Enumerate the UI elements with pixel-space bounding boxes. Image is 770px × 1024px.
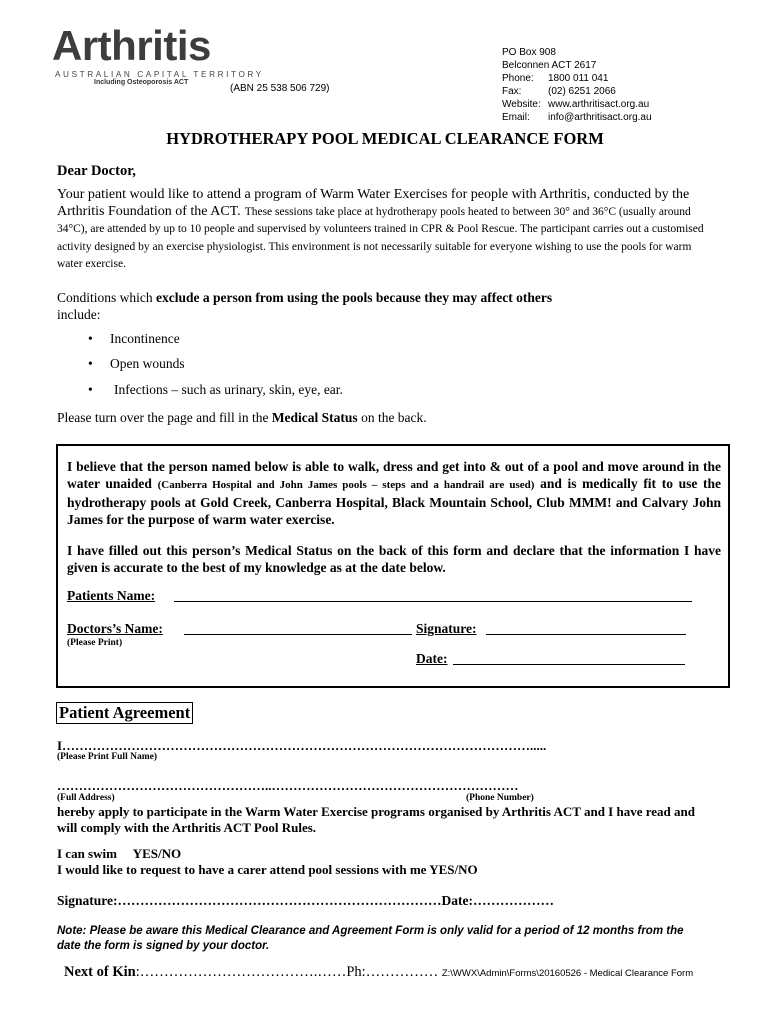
turn-lead: Please turn over the page and fill in the [57,410,269,425]
conditions-lead: Conditions which [57,290,153,305]
patients-name-field[interactable] [174,601,692,602]
intro-large: Your patient would like to attend a program of Warm Water Exercises for people with Arthritis, conducted by the Arthritis Foundation of the ACT. [57,187,690,219]
list-item: • Open wounds [88,356,185,371]
date-label: Date: [416,651,448,666]
list-item: • Incontinence [88,331,180,346]
conditions-paragraph [57,289,707,323]
ph-label: Ph [346,964,362,980]
intro-small: These sessions take place at hydrotherapy pools heated to between 30° and 36°C (usually around 34°C), are attended by up to 10 people and supervised by volunteers trained in CPR & Pool Rescue. The participant carries out a customised activity designed by an exercise physiologist. This environment is not necessarily suitable for everyone wishing to use the pools for warm water exercise. [57,205,704,270]
salutation: Dear Doctor, [57,163,136,179]
website-value: www.arthritisact.org.au [548,99,650,110]
full-name-note: (Please Print Full Name) [57,752,157,762]
doctor-signature-field[interactable] [486,634,686,635]
ph-field[interactable]: :…………… [361,964,439,980]
email-label: Email: [502,112,530,123]
validity-note: Note: Please be aware this Medical Clearance and Agreement Form is only valid for a period of 12 months from the date the form is signed by your doctor. [57,925,684,952]
turn-tail: on the back. [361,410,427,425]
patient-signature-date-field[interactable]: Signature:………………………………………………………………Date:……………… [57,893,554,908]
signature-label: Signature: [416,621,477,636]
po-box: PO Box 908 [502,47,556,58]
next-of-kin-field[interactable]: :……………………………….…… [135,964,347,980]
please-print-note: (Please Print) [67,638,123,648]
patient-agreement-title: Patient Agreement [56,702,193,724]
conditions-bold: exclude a person from using the pools because they may affect others [156,290,553,305]
declaration-paragraph-2: I have filled out this person’s Medical Status on the back of this form and declare that the information I have given is accurate to the best of my knowledge as at the date below. [67,543,721,575]
turn-bold: Medical Status [271,410,358,425]
declaration-note: (Canberra Hospital and John James pools – steps and a handrail are used) [157,479,535,491]
arthritis-logo: Arthritis [52,22,211,69]
next-of-kin-row [64,964,693,981]
intro-paragraph [57,186,707,273]
form-title: HYDROTHERAPY POOL MEDICAL CLEARANCE FORM [166,129,604,148]
file-path: Z:\WWX\Admin\Forms\20160526 - Medical Clearance Form [441,968,694,979]
contact-block [502,46,652,124]
carer-request-question[interactable]: I would like to request to have a carer attend pool sessions with me YES/NO [57,862,478,877]
logo-subtitle: AUSTRALIAN CAPITAL TERRITORY [55,70,264,79]
doctors-name-label: Doctors’s Name: [67,621,163,636]
date-field[interactable] [453,664,685,665]
abn-number: (ABN 25 538 506 729) [230,83,330,94]
fax-label: Fax: [502,86,522,97]
logo-subtitle-2: Including Osteoporosis ACT [94,79,189,86]
next-of-kin-label: Next of Kin [64,964,136,980]
address-field[interactable]: …………………………………………..………………………………………………… [57,778,519,793]
suburb: Belconnen ACT 2617 [502,60,597,71]
patients-name-label: Patients Name: [67,588,156,603]
full-address-note: (Full Address) [57,793,115,803]
list-item: • Infections – such as urinary, skin, eye, ear. [88,382,343,397]
email-value: info@arthritisact.org.au [548,112,652,123]
declaration-paragraph-1: I believe that the person named below is able to walk, dress and get into & out of a pool and move around in the water unaided (Canberra Hospital and John James pools – steps and a handrail are used) and is medically fit to use the hydrotherapy pools at Gold Creek, Canberra Hospital, Black Mountain School, Club MMM! and Calvary John James for the purpose of warm water exercise. [67,459,722,527]
full-name-field[interactable]: I………………………………………………………………………………………………..... [57,738,547,753]
website-label: Website: [502,99,541,110]
phone-value: 1800 011 041 [548,73,609,84]
doctors-name-field[interactable] [184,634,412,635]
fax-value: (02) 6251 2066 [548,86,616,97]
conditions-tail: include: [57,307,101,322]
can-swim-question[interactable]: I can swim YES/NO [57,846,182,861]
turn-over-instruction [57,410,427,426]
agreement-statement: hereby apply to participate in the Warm Water Exercise programs organised by Arthritis ACT and I have read and will comply with the Arthritis ACT Pool Rules. [57,804,695,835]
phone-label: Phone: [502,73,534,84]
phone-number-note: (Phone Number) [466,793,534,803]
